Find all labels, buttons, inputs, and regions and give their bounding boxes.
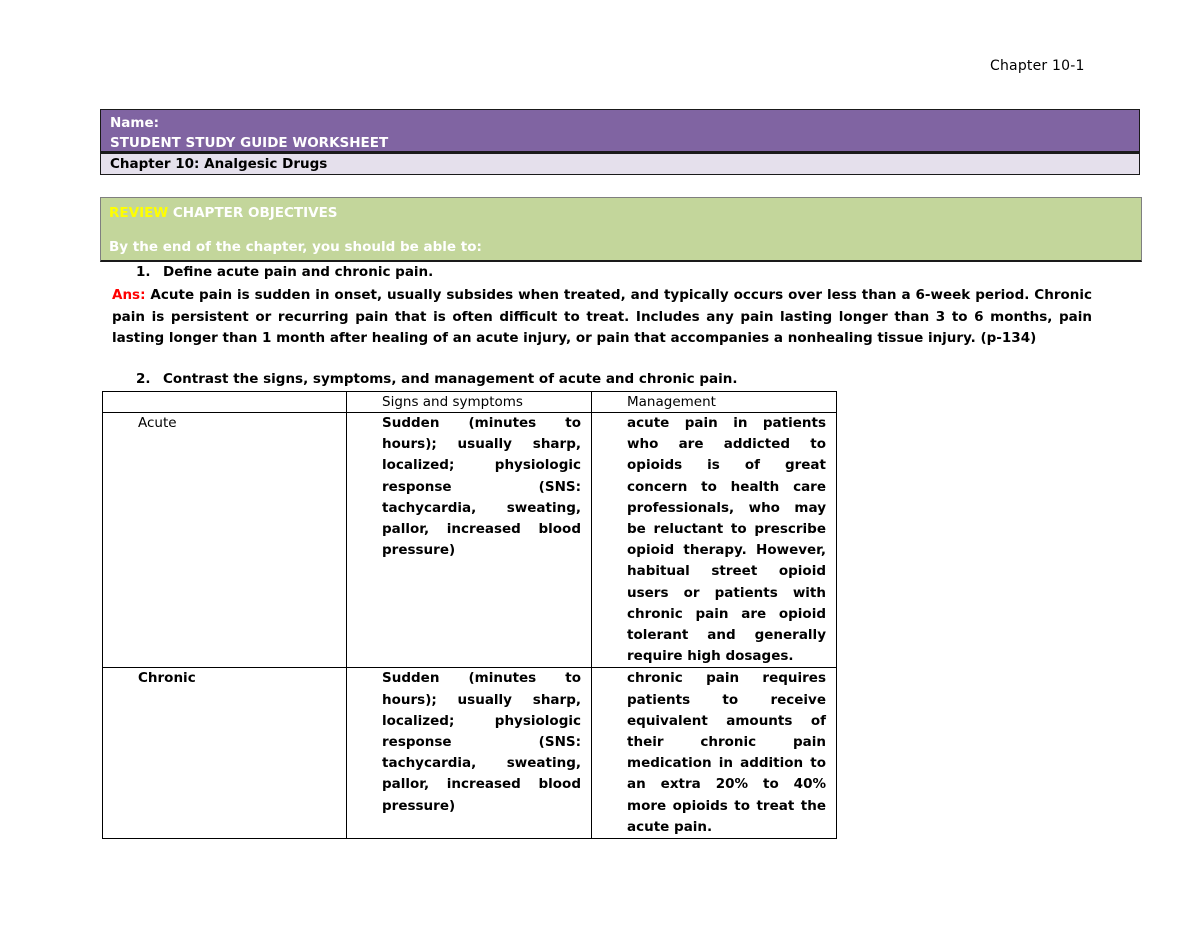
row-label-chronic: Chronic [103, 668, 347, 839]
question-1-number: 1. [136, 264, 151, 280]
name-label: Name: [110, 115, 160, 131]
acute-signs-cell: Sudden (minutes to hours); usually sharp, localized; physiologic response (SNS: tachycardia, sweating, pallor, increased blood pressure) [347, 413, 592, 668]
table-row [103, 668, 837, 839]
table-header-row [103, 392, 837, 413]
question-2 [136, 371, 738, 387]
answer-label: Ans: [112, 287, 146, 303]
chronic-management-cell: chronic pain requires patients to receive equivalent amounts of their chronic pain medication in addition to an extra 20% to 40% more opioids to treat the acute pain. [592, 668, 837, 839]
objectives-heading-rest: CHAPTER OBJECTIVES [168, 205, 338, 221]
header-cell-signs: Signs and symptoms [347, 392, 592, 413]
row-label-acute: Acute [103, 413, 347, 668]
objectives-heading [109, 204, 1141, 222]
objectives-banner [100, 197, 1142, 262]
answer-text: Acute pain is sudden in onset, usually subsides when treated, and typically occurs over less than a 6-week period. Chronic pain is persistent or recurring pain that is often difficult to treat. Includes any pain lasting longer than 3 to 6 months, pain lasting longer than 1 month after healing of an acute injury, or pain that accompanies a nonhealing tissue injury. (p-134) [112, 287, 1092, 346]
header-cell-management: Management [592, 392, 837, 413]
header-cell-empty [103, 392, 347, 413]
question-2-number: 2. [136, 371, 151, 387]
pain-comparison-table [102, 391, 837, 839]
chronic-signs-cell: Sudden (minutes to hours); usually sharp, localized; physiologic response (SNS: tachycardia, sweating, pallor, increased blood pressure) [347, 668, 592, 839]
page-header: Chapter 10-1 [990, 58, 1085, 74]
chapter-title: Chapter 10: Analgesic Drugs [100, 152, 1140, 175]
acute-management-cell: acute pain in patients who are addicted to opioids is of great concern to health care professionals, who may be reluctant to prescribe opioid therapy. However, habitual street opioid users or patients with chronic pain are opioid tolerant and generally require high dosages. [592, 413, 837, 668]
worksheet-title-banner [100, 109, 1140, 152]
question-1-answer [112, 285, 1092, 350]
objectives-intro: By the end of the chapter, you should be able to: [109, 239, 482, 255]
worksheet-title: STUDENT STUDY GUIDE WORKSHEET [110, 135, 389, 151]
question-1-text: Define acute pain and chronic pain. [163, 264, 434, 280]
review-word: REVIEW [109, 205, 169, 221]
question-2-text: Contrast the signs, symptoms, and management of acute and chronic pain. [163, 371, 738, 387]
table-row [103, 413, 837, 668]
question-1 [136, 264, 433, 280]
